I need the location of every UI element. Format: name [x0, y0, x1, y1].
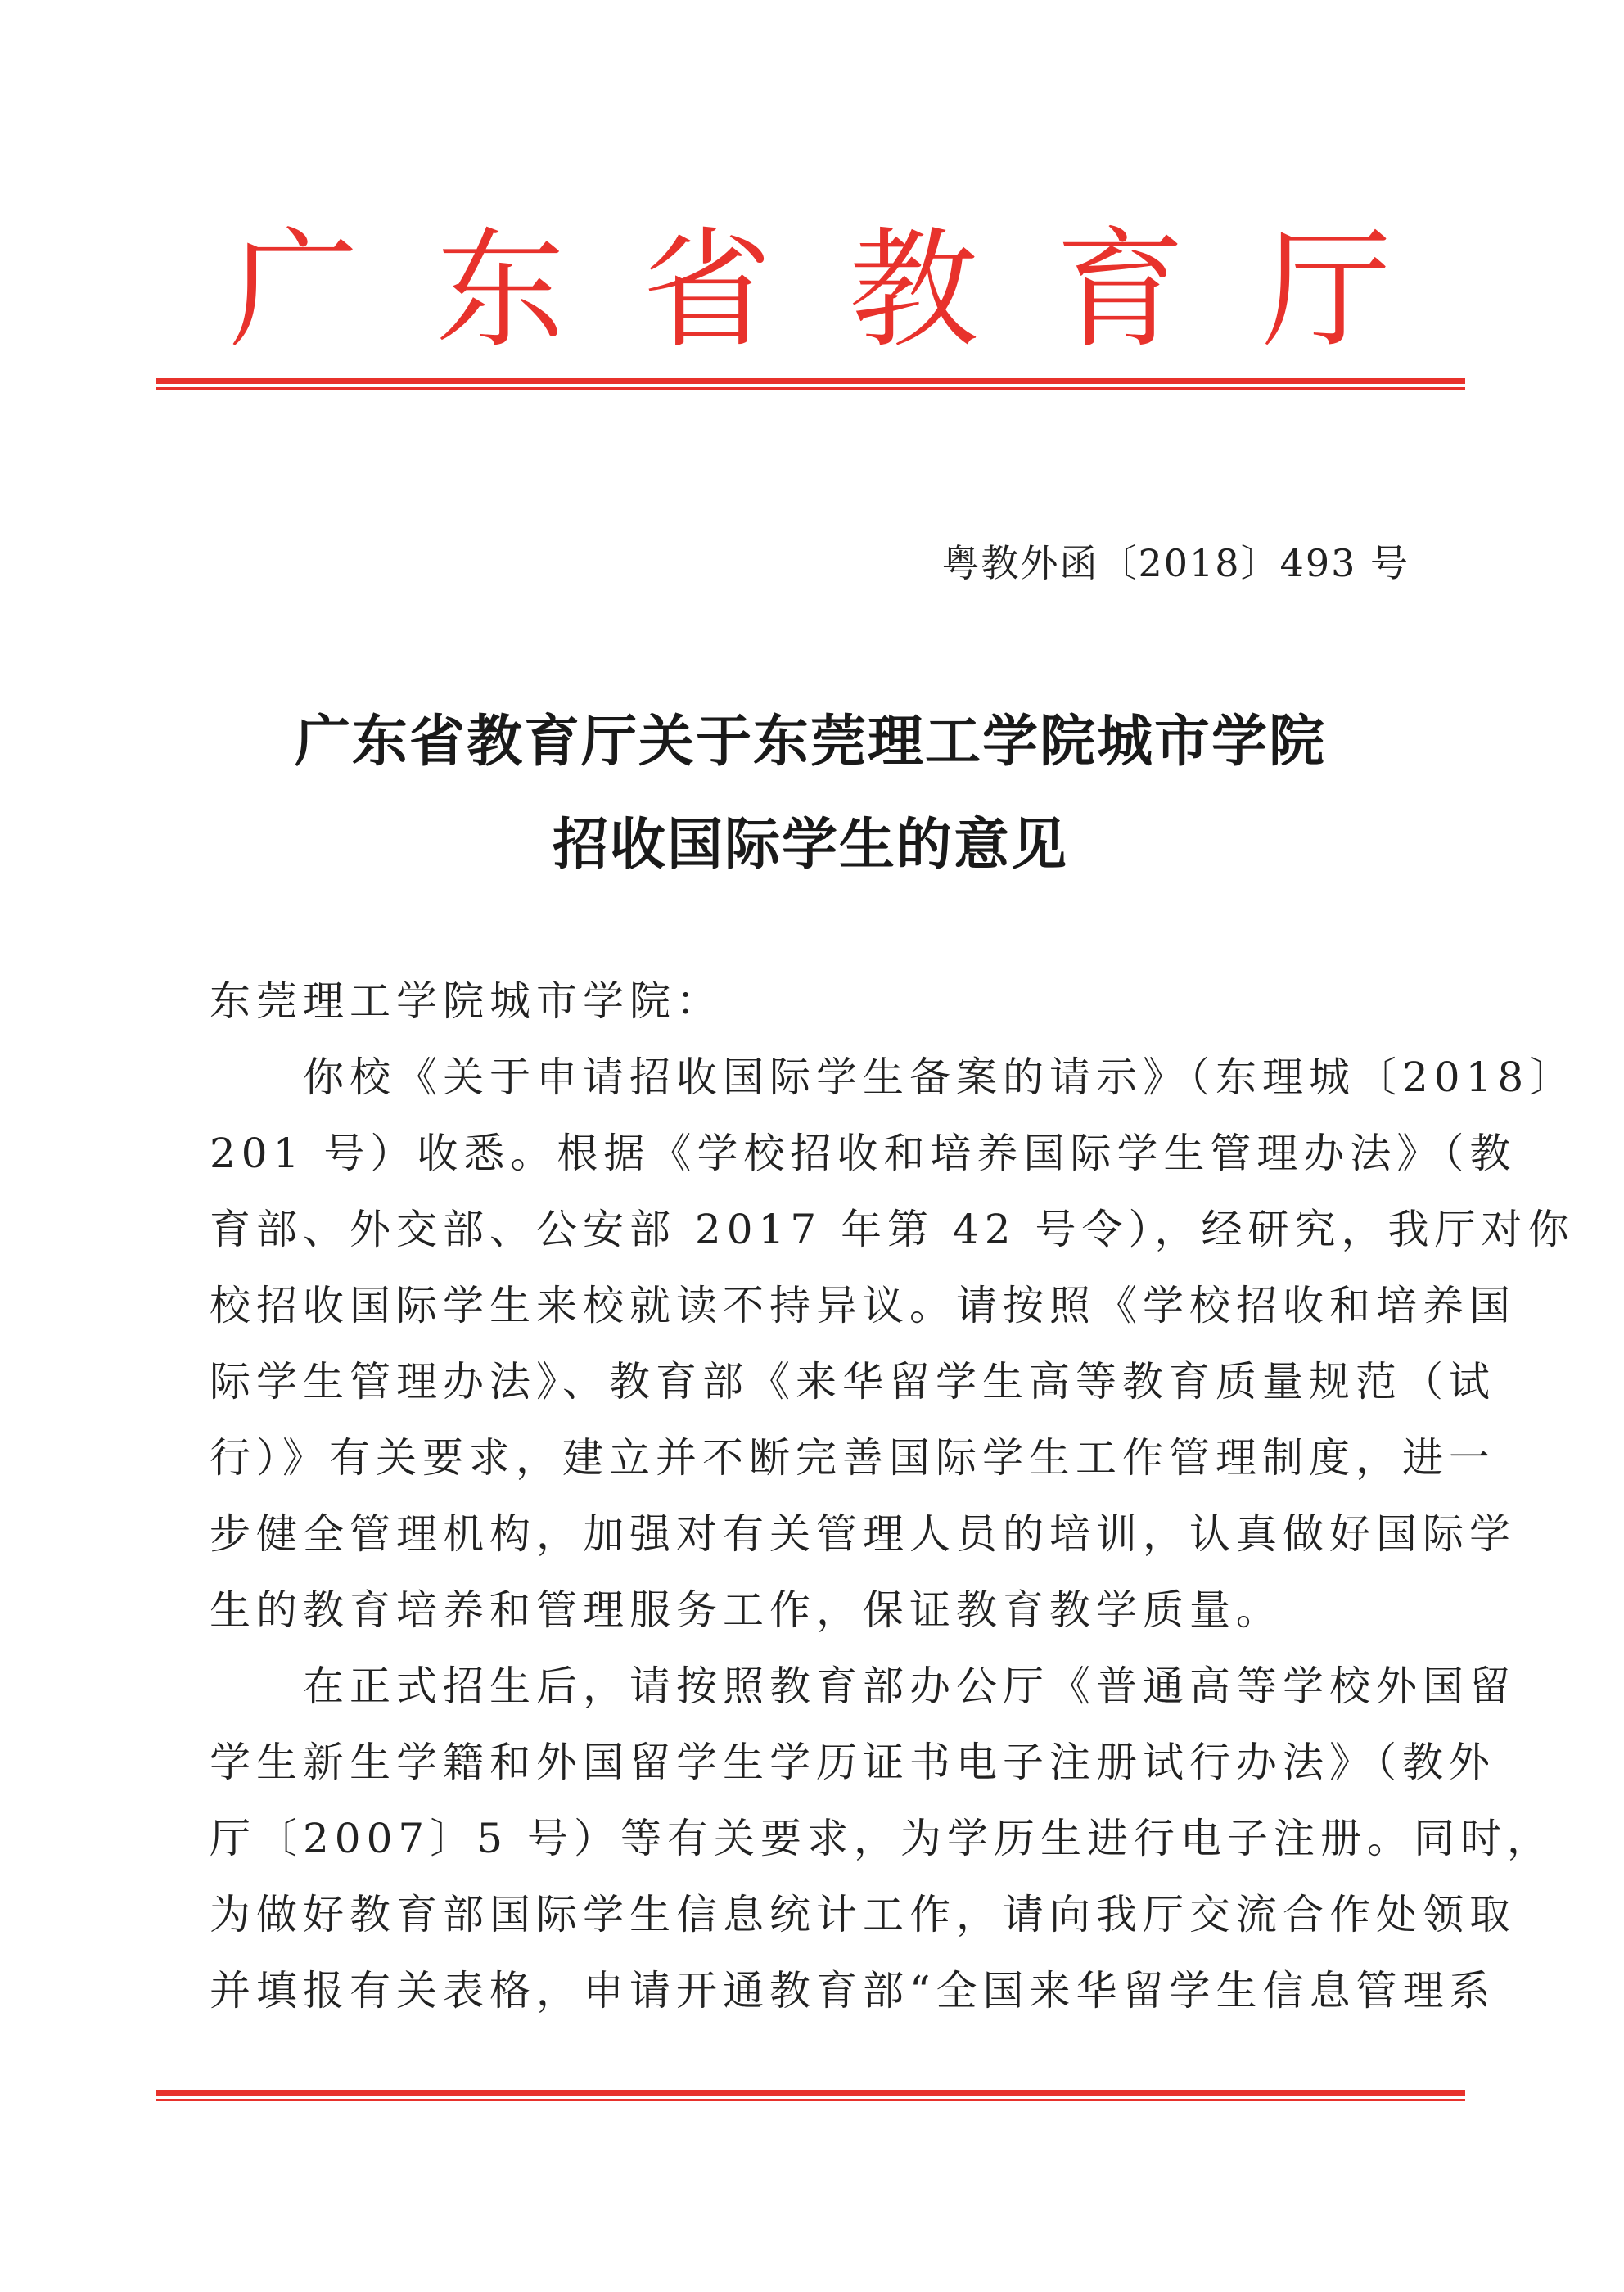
body-line: 在正式招生后，请按照教育部办公厅《普通高等学校外国留 — [210, 1663, 1516, 1710]
body-line: 步健全管理机构，加强对有关管理人员的培训，认真做好国际学 — [210, 1510, 1516, 1558]
body-line: 育部、外交部、公安部 2017 年第 42 号令），经研究，我厅对你 — [210, 1206, 1575, 1253]
letterhead-char: 东 — [435, 215, 566, 366]
body-line: 你校《关于申请招收国际学生备案的请示》（东理城〔2018〕 — [210, 1054, 1577, 1101]
red-rule-thick — [156, 2090, 1465, 2096]
letterhead-char: 省 — [642, 215, 772, 366]
red-rule-thin — [156, 387, 1465, 390]
salutation: 东莞理工学院城市学院： — [210, 977, 723, 1025]
red-rule-thin — [156, 2099, 1465, 2101]
red-rule-thick — [156, 378, 1465, 384]
body-line: 并填报有关表格，申请开通教育部“全国来华留学生信息管理系 — [210, 1967, 1496, 2015]
letterhead — [156, 209, 1465, 372]
body-line: 校招收国际学生来校就读不持异议。请按照《学校招收和培养国 — [210, 1282, 1516, 1329]
footer-red-rule — [156, 2090, 1465, 2101]
document-title-line-1: 广东省教育厅关于东莞理工学院城市学院 — [294, 710, 1326, 774]
body-line: 学生新生学籍和外国留学生学历证书电子注册试行办法》（教外 — [210, 1739, 1495, 1786]
body-line: 行）》有关要求，建立并不断完善国际学生工作管理制度，进一 — [210, 1434, 1495, 1482]
letterhead-char: 育 — [1055, 215, 1185, 366]
body-line: 为做好教育部国际学生信息统计工作，请向我厅交流合作处领取 — [210, 1891, 1516, 1938]
body-line: 际学生管理办法》、教育部《来华留学生高等教育质量规范（试 — [210, 1358, 1495, 1405]
letterhead-red-rule — [156, 378, 1465, 390]
document-title-line-2: 招收国际学生的意见 — [552, 813, 1068, 878]
letterhead-char: 教 — [849, 215, 979, 366]
body-line: 生的教育培养和管理服务工作，保证教育教学质量。 — [210, 1586, 1283, 1634]
letterhead-char: 厅 — [1261, 215, 1392, 366]
body-line: 厅〔2007〕5 号）等有关要求，为学历生进行电子注册。同时， — [210, 1815, 1554, 1862]
letterhead-char: 广 — [229, 215, 359, 366]
document-number: 粤教外函〔2018〕493 号 — [941, 541, 1410, 585]
body-line: 201 号）收悉。根据《学校招收和培养国际学生管理办法》（教 — [210, 1130, 1517, 1177]
